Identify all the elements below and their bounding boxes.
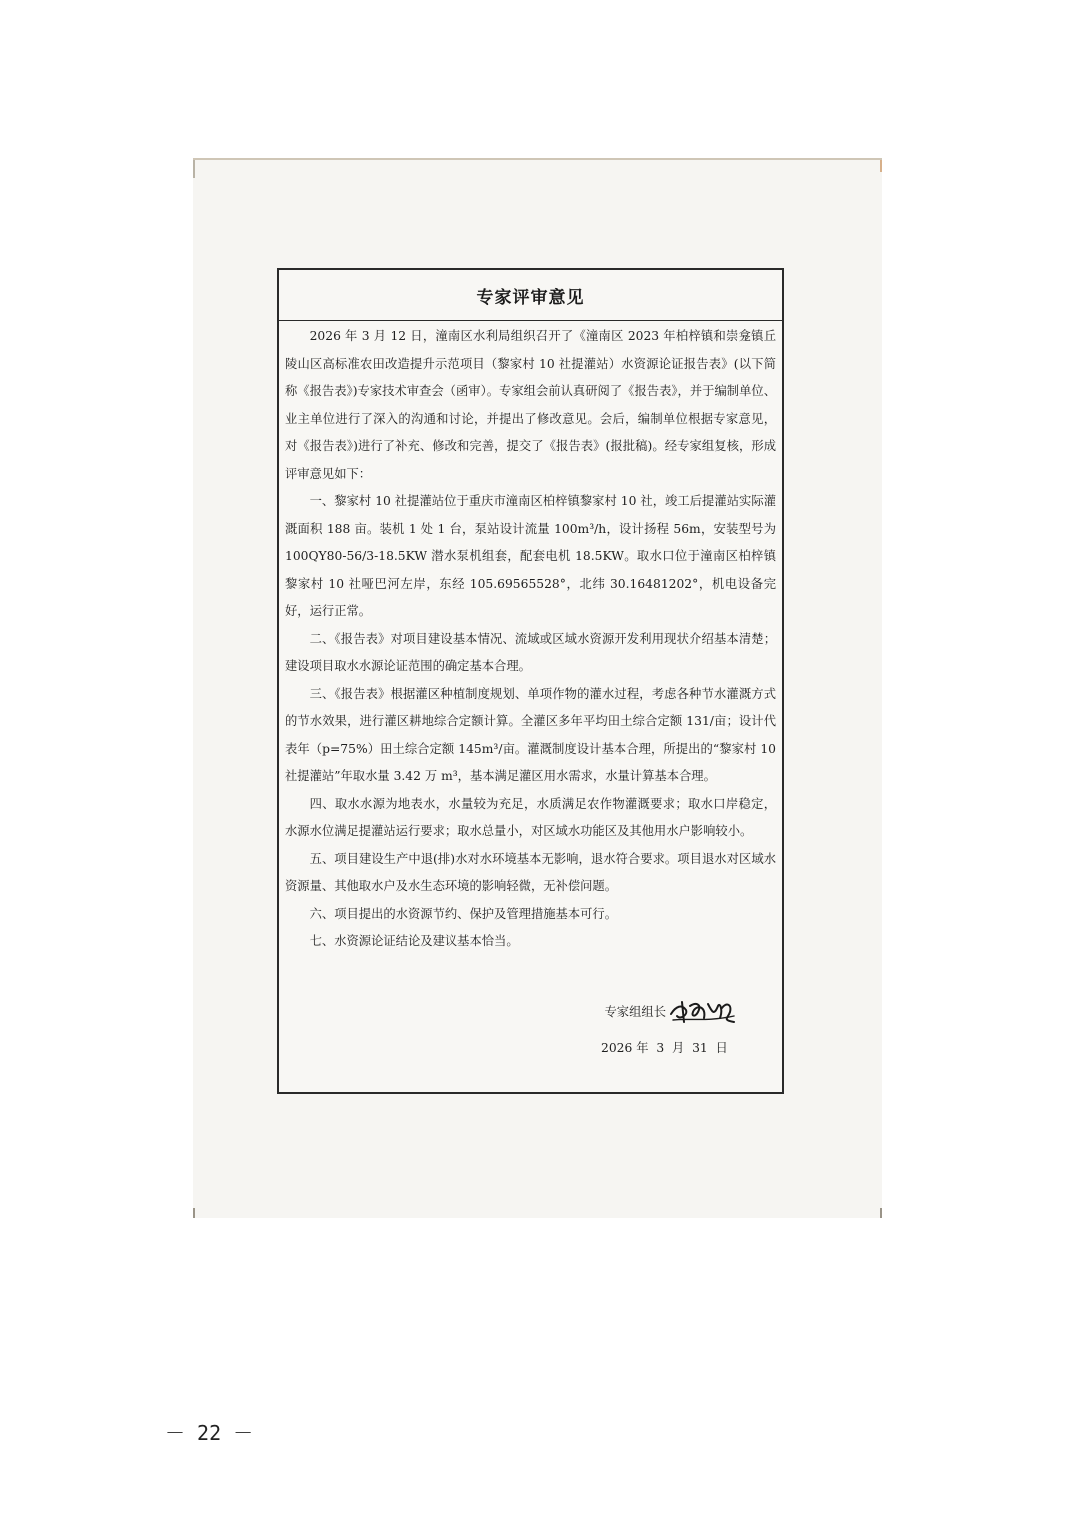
scan-edge-mark [193, 1208, 195, 1218]
scan-edge-mark [880, 1208, 882, 1218]
signer-label: 专家组组长 [604, 1005, 666, 1019]
sign-date: 2026 年 3 月 31 日 [601, 1041, 728, 1055]
paragraph-intro: 2026 年 3 月 12 日，潼南区水利局组织召开了《潼南区 2023 年柏梓镇和崇龛镇丘陵山区高标准农田改造提升示范项目（黎家村 10 社提灌站）水资源论证报告表》(以下简称《报告表》)专家技术审查会（函审）。专家组会前认真研阅了《报告表》，并于编制单位、业主单位进行了深入的沟通和讨论，并提出了修改意见。会后，编制单位根据专家意见，对《报告表》)进行了补充、修改和完善，提交了《报告表》(报批稿)。经专家组复核，形成评审意见如下： [285, 329, 776, 481]
paragraph-4: 四、取水水源为地表水，水量较为充足，水质满足农作物灌溉要求；取水口岸稳定，水源水位满足提灌站运行要求；取水总量小，对区域水功能区及其他用水户影响较小。 [285, 796, 776, 838]
scan-edge-mark [193, 160, 195, 178]
review-opinion-form [277, 268, 784, 1094]
paragraph-5: 五、项目建设生产中退(排)水对水环境基本无影响，退水符合要求。项目退水对区域水资源量、其他取水户及水生态环境的影响轻微，无补偿问题。 [285, 851, 776, 893]
paragraph-1: 一、黎家村 10 社提灌站位于重庆市潼南区柏梓镇黎家村 10 社，竣工后提灌站实际灌溉面积 188 亩。装机 1 处 1 台，泵站设计流量 100m³/h，设计扬程 56m，安装型号为 100QY80-56/3-18.5KW 潜水泵机组套，配套电机 18.5KW。取水口位于潼南区柏梓镇黎家村 10 社哑巴河左岸，东经 105.69565528°，北纬 30.16481202°，机电设备完好，运行正常。 [285, 494, 776, 618]
paragraph-6: 六、项目提出的水资源节约、保护及管理措施基本可行。 [309, 906, 618, 921]
scan-edge-mark [880, 160, 882, 172]
paragraph-2: 二、《报告表》对项目建设基本情况、流域或区域水资源开发利用现状介绍基本清楚；建设项目取水水源论证范围的确定基本合理。 [285, 631, 776, 673]
handwritten-signature [668, 996, 738, 1026]
page-number: － 22 － [165, 1421, 254, 1445]
paragraph-7: 七、水资源论证结论及建议基本恰当。 [309, 934, 519, 948]
form-body [279, 321, 782, 956]
paragraph-3: 三、《报告表》根据灌区种植制度规划、单项作物的灌水过程，考虑各种节水灌溉方式的节水效果，进行灌区耕地综合定额计算。全灌区多年平均田土综合定额 131/亩；设计代表年（p=75%）田土综合定额 145m³/亩。灌溉制度设计基本合理，所提出的“黎家村 10 社提灌站”年取水量 3.42 万 m³，基本满足灌区用水需求，水量计算基本合理。 [285, 686, 776, 783]
signature-line [605, 996, 739, 1026]
form-title: 专家评审意见 [279, 270, 782, 321]
